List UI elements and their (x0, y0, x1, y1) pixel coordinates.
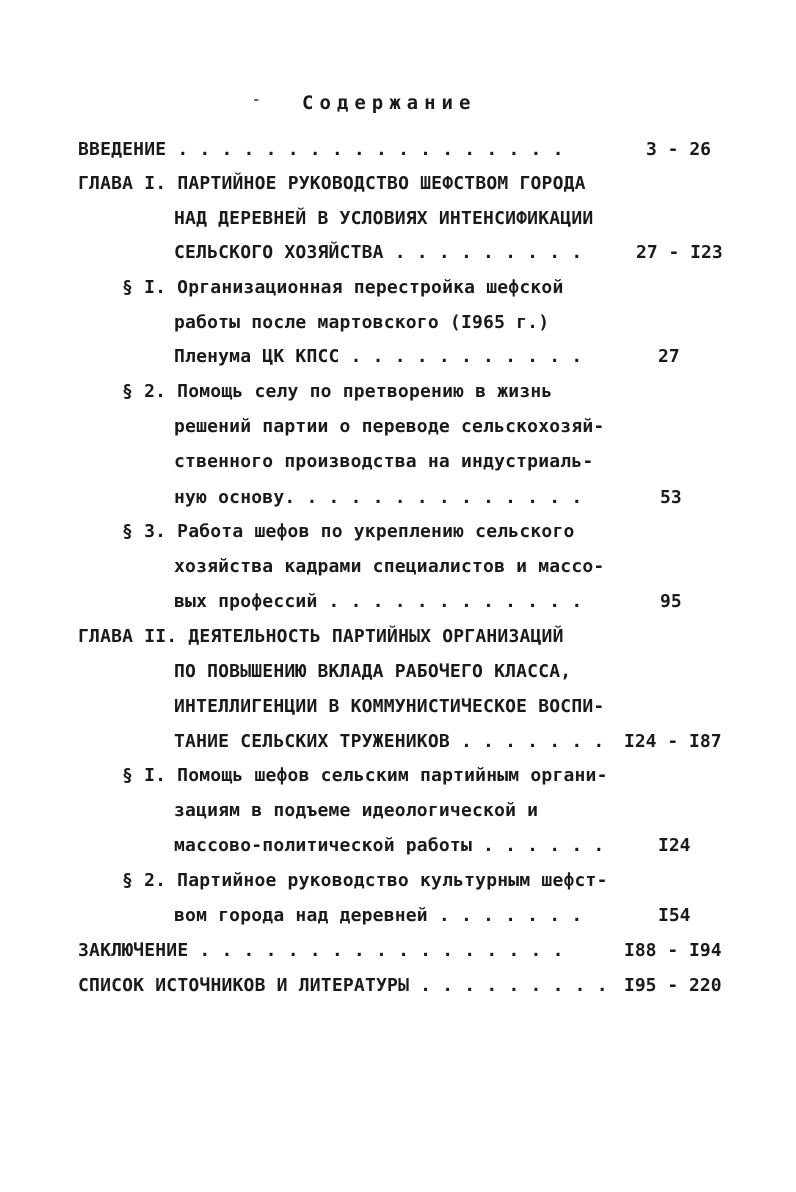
toc-line: СПИСОК ИСТОЧНИКОВ И ЛИТЕРАТУРЫ . . . . . . . . . (78, 975, 608, 996)
page-title: Содержание (302, 92, 477, 114)
toc-line: ГЛАВА I. ПАРТИЙНОЕ РУКОВОДСТВО ШЕФСТВОМ ГОРОДА (78, 173, 586, 194)
toc-page-number: 95 (660, 591, 682, 612)
toc-line: ЗАКЛЮЧЕНИЕ . . . . . . . . . . . . . . . . . (78, 940, 564, 961)
toc-line: ную основу. . . . . . . . . . . . . . (174, 487, 583, 508)
toc-line: § I. Помощь шефов сельским партийным органи- (122, 765, 608, 786)
toc-line: хозяйства кадрами специалистов и массо- (174, 556, 605, 577)
toc-line: работы после мартовского (I965 г.) (174, 312, 550, 333)
toc-line: вых профессий . . . . . . . . . . . . (174, 591, 583, 612)
toc-line: ТАНИЕ СЕЛЬСКИХ ТРУЖЕНИКОВ . . . . . . . (174, 731, 605, 752)
toc-line: вом города над деревней . . . . . . . (174, 905, 583, 926)
toc-page-number: 3 - 26 (646, 139, 712, 160)
toc-page-number: 27 - I23 (636, 242, 723, 263)
toc-line: решений партии о переводе сельскохозяй- (174, 416, 605, 437)
toc-line: § 2. Помощь селу по претворению в жизнь (122, 381, 553, 402)
toc-line: НАД ДЕРЕВНЕЙ В УСЛОВИЯХ ИНТЕНСИФИКАЦИИ (174, 208, 594, 229)
toc-line: зациям в подъеме идеологической и (174, 800, 539, 821)
toc-line: ственного производства на индустриаль- (174, 451, 594, 472)
toc-line: ПО ПОВЫШЕНИЮ ВКЛАДА РАБОЧЕГО КЛАССА, (174, 661, 572, 682)
toc-page-number: I88 - I94 (624, 940, 722, 961)
toc-line: ГЛАВА II. ДЕЯТЕЛЬНОСТЬ ПАРТИЙНЫХ ОРГАНИЗАЦИЙ (78, 626, 564, 647)
toc-page-number: I24 - I87 (624, 731, 722, 752)
toc-line: массово-политической работы . . . . . . (174, 835, 605, 856)
toc-line: СЕЛЬСКОГО ХОЗЯЙСТВА . . . . . . . . . (174, 242, 583, 263)
toc-page-number: I54 (658, 905, 691, 926)
stray-mark: - (252, 92, 261, 108)
toc-line: ВВЕДЕНИЕ . . . . . . . . . . . . . . . . . . (78, 139, 564, 160)
toc-page-number: 27 (658, 346, 680, 367)
toc-line: Пленума ЦК КПСС . . . . . . . . . . . (174, 346, 583, 367)
toc-line: § 3. Работа шефов по укреплению сельского (122, 521, 575, 542)
toc-line: § 2. Партийное руководство культурным шефст- (122, 870, 608, 891)
toc-page-number: I24 (658, 835, 691, 856)
toc-page-number: 53 (660, 487, 682, 508)
toc-line: § I. Организационная перестройка шефской (122, 277, 564, 298)
toc-line: ИНТЕЛЛИГЕНЦИИ В КОММУНИСТИЧЕСКОЕ ВОСПИ- (174, 696, 605, 717)
toc-page-number: I95 - 220 (624, 975, 722, 996)
